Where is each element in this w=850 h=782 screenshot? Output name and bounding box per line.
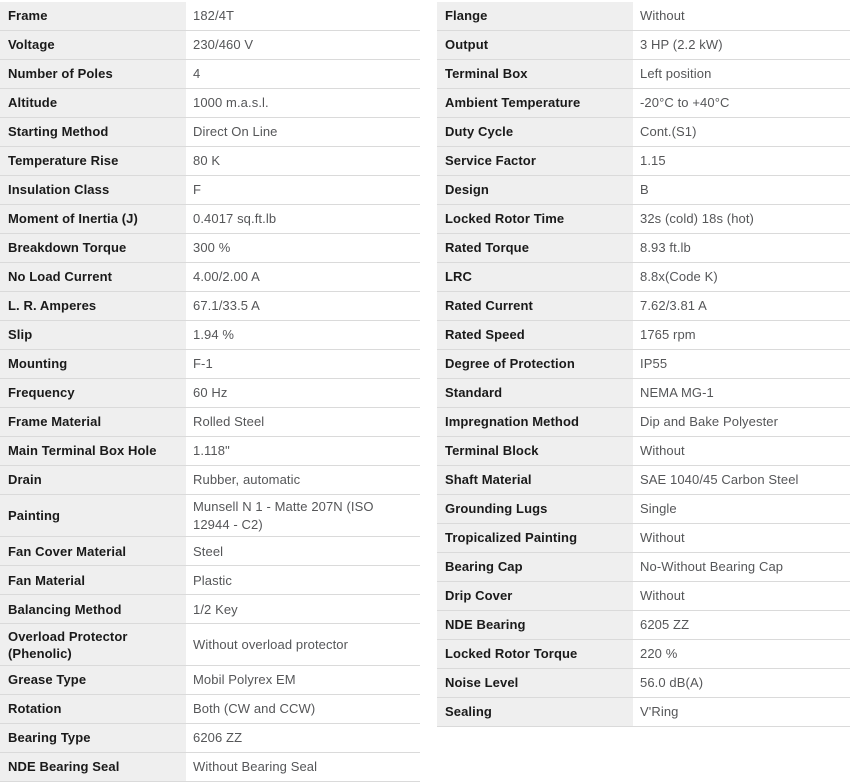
table-row xyxy=(437,118,850,147)
table-row xyxy=(0,695,420,724)
spec-value: 8.8x(Code K) xyxy=(633,263,850,291)
table-row xyxy=(437,524,850,553)
table-row xyxy=(437,640,850,669)
spec-value: -20°C to +40°C xyxy=(633,89,850,117)
table-row xyxy=(0,60,420,89)
spec-value: Single xyxy=(633,495,850,523)
table-row xyxy=(0,234,420,263)
spec-value: IP55 xyxy=(633,350,850,378)
spec-label: Main Terminal Box Hole xyxy=(0,437,186,465)
table-row xyxy=(437,437,850,466)
spec-label: Bearing Type xyxy=(0,724,186,752)
spec-label: Grounding Lugs xyxy=(437,495,633,523)
spec-label: Frame Material xyxy=(0,408,186,436)
table-row xyxy=(437,582,850,611)
table-row xyxy=(0,624,420,666)
spec-value: 67.1/33.5 A xyxy=(186,292,420,320)
spec-value: Without xyxy=(633,524,850,552)
spec-value: Mobil Polyrex EM xyxy=(186,666,420,694)
spec-label: Flange xyxy=(437,2,633,30)
spec-value: 1/2 Key xyxy=(186,595,420,623)
spec-label: Grease Type xyxy=(0,666,186,694)
table-row xyxy=(0,321,420,350)
table-row xyxy=(0,89,420,118)
spec-label: Duty Cycle xyxy=(437,118,633,146)
spec-value: 1.118" xyxy=(186,437,420,465)
spec-label: Fan Material xyxy=(0,566,186,594)
spec-label: Rated Speed xyxy=(437,321,633,349)
spec-value: V'Ring xyxy=(633,698,850,726)
spec-value: Without xyxy=(633,582,850,610)
spec-value: SAE 1040/45 Carbon Steel xyxy=(633,466,850,494)
spec-value: 4 xyxy=(186,60,420,88)
spec-label: Locked Rotor Time xyxy=(437,205,633,233)
table-row xyxy=(437,2,850,31)
spec-value: 6205 ZZ xyxy=(633,611,850,639)
spec-label: Drain xyxy=(0,466,186,494)
spec-label: Noise Level xyxy=(437,669,633,697)
spec-label: Rated Current xyxy=(437,292,633,320)
table-row xyxy=(0,263,420,292)
spec-value: Left position xyxy=(633,60,850,88)
table-row xyxy=(0,437,420,466)
spec-value: Munsell N 1 - Matte 207N (ISO 12944 - C2) xyxy=(186,495,420,536)
spec-label: Drip Cover xyxy=(437,582,633,610)
spec-label: Shaft Material xyxy=(437,466,633,494)
spec-label: Altitude xyxy=(0,89,186,117)
spec-label: Breakdown Torque xyxy=(0,234,186,262)
table-row xyxy=(0,537,420,566)
spec-label: L. R. Amperes xyxy=(0,292,186,320)
table-row xyxy=(437,350,850,379)
spec-label: Insulation Class xyxy=(0,176,186,204)
table-row xyxy=(437,698,850,727)
spec-label: Frequency xyxy=(0,379,186,407)
spec-label: Starting Method xyxy=(0,118,186,146)
table-row xyxy=(437,466,850,495)
table-row xyxy=(437,147,850,176)
spec-label: Painting xyxy=(0,495,186,536)
table-row xyxy=(437,176,850,205)
spec-label: Fan Cover Material xyxy=(0,537,186,565)
spec-value: 32s (cold) 18s (hot) xyxy=(633,205,850,233)
spec-label: Terminal Box xyxy=(437,60,633,88)
spec-label: Overload Protector (Phenolic) xyxy=(0,624,186,665)
spec-label: Degree of Protection xyxy=(437,350,633,378)
spec-label: Frame xyxy=(0,2,186,30)
spec-value: Without overload protector xyxy=(186,624,420,665)
spec-value: Without Bearing Seal xyxy=(186,753,420,781)
spec-value: F xyxy=(186,176,420,204)
spec-label: Ambient Temperature xyxy=(437,89,633,117)
spec-label: Balancing Method xyxy=(0,595,186,623)
spec-value: F-1 xyxy=(186,350,420,378)
spec-value: Without xyxy=(633,437,850,465)
spec-table-left xyxy=(0,2,420,782)
table-row xyxy=(0,566,420,595)
table-row xyxy=(0,31,420,60)
spec-value: Cont.(S1) xyxy=(633,118,850,146)
spec-value: 1.94 % xyxy=(186,321,420,349)
spec-value: 1000 m.a.s.l. xyxy=(186,89,420,117)
spec-value: 300 % xyxy=(186,234,420,262)
spec-label: Locked Rotor Torque xyxy=(437,640,633,668)
table-row xyxy=(0,147,420,176)
spec-value: Dip and Bake Polyester xyxy=(633,408,850,436)
spec-label: Moment of Inertia (J) xyxy=(0,205,186,233)
table-row xyxy=(0,466,420,495)
table-row xyxy=(0,724,420,753)
spec-value: Rolled Steel xyxy=(186,408,420,436)
spec-value: B xyxy=(633,176,850,204)
spec-value: 230/460 V xyxy=(186,31,420,59)
spec-value: 60 Hz xyxy=(186,379,420,407)
spec-label: Output xyxy=(437,31,633,59)
table-row xyxy=(0,292,420,321)
table-row xyxy=(0,176,420,205)
spec-label: Standard xyxy=(437,379,633,407)
spec-label: Service Factor xyxy=(437,147,633,175)
spec-label: NDE Bearing Seal xyxy=(0,753,186,781)
spec-value: Without xyxy=(633,2,850,30)
table-row xyxy=(437,205,850,234)
spec-value: 1765 rpm xyxy=(633,321,850,349)
table-row xyxy=(437,669,850,698)
table-row xyxy=(0,495,420,537)
spec-value: 220 % xyxy=(633,640,850,668)
table-row xyxy=(0,379,420,408)
spec-label: LRC xyxy=(437,263,633,291)
table-row xyxy=(437,60,850,89)
spec-value: No-Without Bearing Cap xyxy=(633,553,850,581)
spec-value: Steel xyxy=(186,537,420,565)
spec-value: 1.15 xyxy=(633,147,850,175)
spec-label: Mounting xyxy=(0,350,186,378)
table-row xyxy=(437,408,850,437)
table-row xyxy=(437,89,850,118)
spec-value: 56.0 dB(A) xyxy=(633,669,850,697)
table-row xyxy=(437,321,850,350)
spec-label: Rotation xyxy=(0,695,186,723)
table-row xyxy=(0,118,420,147)
spec-value: 4.00/2.00 A xyxy=(186,263,420,291)
spec-table-right xyxy=(437,2,850,782)
spec-label: Bearing Cap xyxy=(437,553,633,581)
spec-value: Plastic xyxy=(186,566,420,594)
spec-value: Direct On Line xyxy=(186,118,420,146)
table-row xyxy=(437,611,850,640)
spec-label: Tropicalized Painting xyxy=(437,524,633,552)
table-row xyxy=(437,234,850,263)
spec-label: No Load Current xyxy=(0,263,186,291)
spec-value: NEMA MG-1 xyxy=(633,379,850,407)
table-row xyxy=(437,292,850,321)
spec-label: Sealing xyxy=(437,698,633,726)
table-row xyxy=(437,553,850,582)
table-row xyxy=(437,31,850,60)
table-row xyxy=(0,753,420,782)
table-row xyxy=(0,205,420,234)
table-row xyxy=(437,379,850,408)
table-row xyxy=(437,263,850,292)
spec-value: 8.93 ft.lb xyxy=(633,234,850,262)
spec-value: Rubber, automatic xyxy=(186,466,420,494)
spec-value: 182/4T xyxy=(186,2,420,30)
table-row xyxy=(0,350,420,379)
spec-value: 3 HP (2.2 kW) xyxy=(633,31,850,59)
spec-value: 80 K xyxy=(186,147,420,175)
spec-label: Terminal Block xyxy=(437,437,633,465)
table-row xyxy=(0,595,420,624)
spec-label: NDE Bearing xyxy=(437,611,633,639)
spec-value: 7.62/3.81 A xyxy=(633,292,850,320)
spec-value: Both (CW and CCW) xyxy=(186,695,420,723)
table-row xyxy=(0,408,420,437)
table-row xyxy=(437,495,850,524)
spec-label: Number of Poles xyxy=(0,60,186,88)
spec-label: Design xyxy=(437,176,633,204)
spec-label: Temperature Rise xyxy=(0,147,186,175)
spec-value: 0.4017 sq.ft.lb xyxy=(186,205,420,233)
spec-value: 6206 ZZ xyxy=(186,724,420,752)
spec-label: Voltage xyxy=(0,31,186,59)
spec-label: Slip xyxy=(0,321,186,349)
spec-label: Rated Torque xyxy=(437,234,633,262)
spec-label: Impregnation Method xyxy=(437,408,633,436)
table-row xyxy=(0,666,420,695)
table-row xyxy=(0,2,420,31)
